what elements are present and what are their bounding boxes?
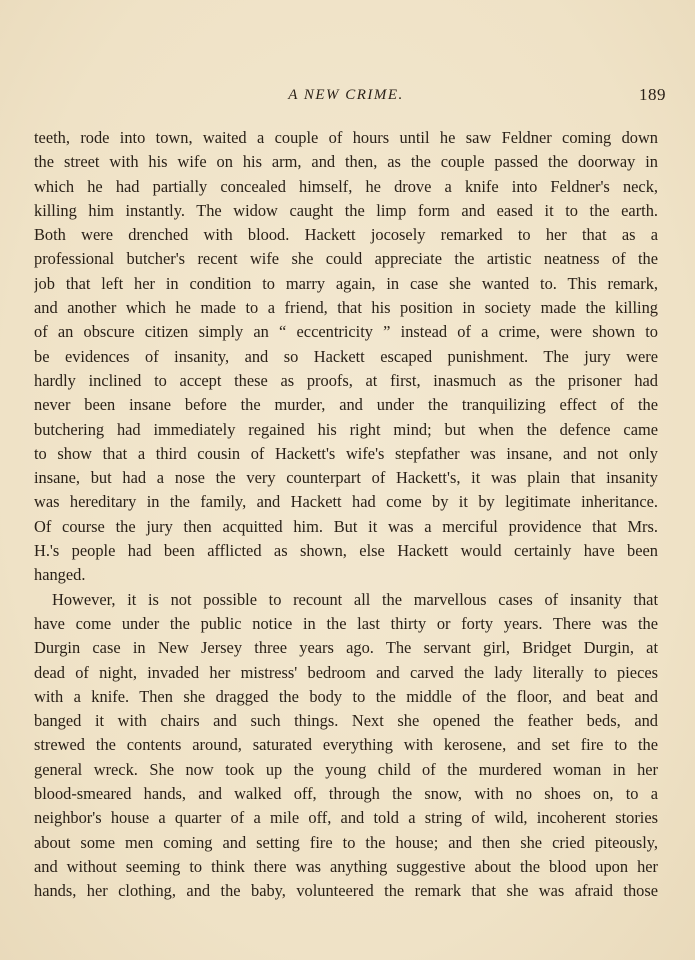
text-line: have come under the public notice in the last thirty or forty years. There was the <box>34 613 658 633</box>
running-head <box>34 84 666 106</box>
text-line: with a knife. Then she dragged the body to the middle of the floor, and beat and <box>34 686 658 706</box>
paragraph <box>34 588 658 904</box>
text-line: blood-smeared hands, and walked off, through the snow, with no shoes on, to a <box>34 784 658 804</box>
text-line: the street with his wife on his arm, and then, as the couple passed the doorway in <box>34 152 658 172</box>
text-line: Of course the jury then acquitted him. But it was a merciful providence that Mrs. <box>34 516 658 536</box>
text-line: professional butcher's recent wife she could appreciate the artistic neatness of the <box>34 249 658 269</box>
text-line: about some men coming and setting fire to the house; and then she cried piteously, <box>34 832 658 852</box>
text-line: of an obscure citizen simply an “ eccentricity ” instead of a crime, were shown to <box>34 322 658 342</box>
text-line: to show that a third cousin of Hackett's wife's stepfather was insane, and not only <box>34 443 658 463</box>
text-line: butchering had immediately regained his right mind; but when the defence came <box>34 419 658 439</box>
text-line: never been insane before the murder, and under the tranquilizing effect of the <box>34 395 658 415</box>
paragraph <box>34 126 658 588</box>
text-line: banged it with chairs and such things. Next she opened the feather beds, and <box>34 711 658 731</box>
text-line: hanged. <box>34 565 86 585</box>
text-line: teeth, rode into town, waited a couple of hours until he saw Feldner coming down <box>34 128 658 147</box>
text-line: Durgin case in New Jersey three years ago. The servant girl, Bridget Durgin, at <box>34 638 658 658</box>
text-line: and another which he made to a friend, that his position in society made the killing <box>34 298 658 318</box>
text-line: hands, her clothing, and the baby, volunteered the remark that she was afraid those <box>34 881 658 901</box>
text-line: be evidences of insanity, and so Hackett escaped punishment. The jury were <box>34 346 658 366</box>
text-line: strewed the contents around, saturated everything with kerosene, and set fire to the <box>34 735 658 755</box>
body-text <box>34 126 658 904</box>
page-number: 189 <box>639 85 666 104</box>
running-title: A NEW CRIME. <box>288 87 404 103</box>
text-line: job that left her in condition to marry again, in case she wanted to. This remark, <box>34 273 658 293</box>
text-line: killing him instantly. The widow caught the limp form and eased it to the earth. <box>34 200 658 220</box>
text-line: Both were drenched with blood. Hackett jocosely remarked to her that as a <box>34 225 658 245</box>
text-line: which he had partially concealed himself, he drove a knife into Feldner's neck, <box>34 176 658 196</box>
text-line: insane, but had a nose the very counterpart of Hackett's, it was plain that insanity <box>34 468 658 488</box>
text-line: neighbor's house a quarter of a mile off, and told a string of wild, incoherent stories <box>34 808 658 828</box>
text-line: general wreck. She now took up the young child of the murdered woman in her <box>34 759 658 779</box>
text-line: dead of night, invaded her mistress' bedroom and carved the lady literally to pieces <box>34 662 658 682</box>
text-line: hardly inclined to accept these as proofs, at first, inasmuch as the prisoner had <box>34 370 658 390</box>
text-line: and without seeming to think there was anything suggestive about the blood upon her <box>34 856 658 876</box>
text-line: H.'s people had been afflicted as shown, else Hackett would certainly have been <box>34 541 658 561</box>
text-line: was hereditary in the family, and Hackett had come by it by legitimate inheritance. <box>34 492 658 512</box>
text-line: However, it is not possible to recount all the marvellous cases of insanity that <box>52 589 658 609</box>
